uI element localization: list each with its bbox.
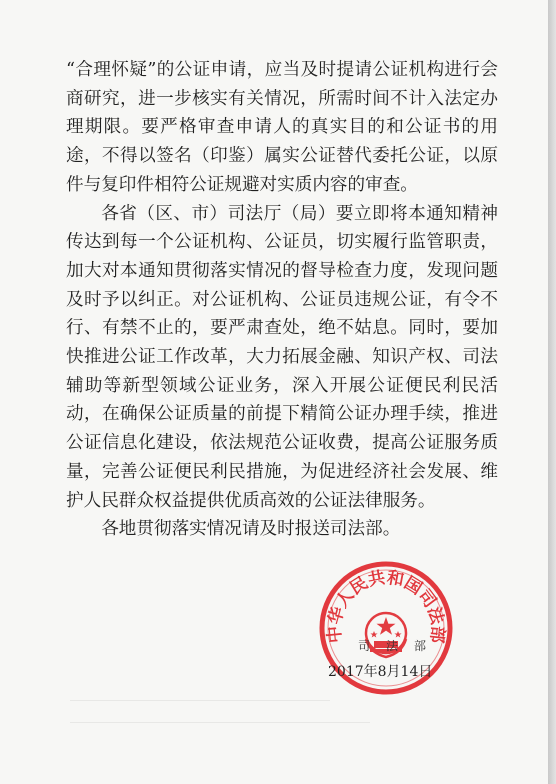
bleed-through-line bbox=[70, 700, 330, 701]
document-date: 2017年8月14日 bbox=[328, 664, 433, 680]
bleed-through-line bbox=[70, 722, 370, 723]
paragraph-continuation: “合理怀疑”的公证申请，应当及时提请公证机构进行会商研究，进一步核实有关情况，所需时间不计入法定办理期限。要严格审查申请人的真实目的和公证书的用途，不得以签名（印鉴）属实公证替代委托公证，以原件与复印件相符公证规避对实质内容的审查。 bbox=[66, 60, 498, 195]
seal-text: 中华人民共和国司法部 bbox=[324, 567, 448, 644]
paragraph-notice-requirements: 各省（区、市）司法厅（局）要立即将本通知精神传达到每一个公证机构、公证员，切实履行监管职责，加大对本通知贯彻落实情况的督导检查力度，发现问题及时予以纠正。对公证机构、公证员违规公证，有令不行、有禁不止的，要严肃查处，绝不姑息。同时，要加快推进公证工作改革，大力拓展金融、知识产权、司法辅助等新型领域公证业务，深入开展公证便民利民活动，在确保公证质量的前提下精简公证办理手续，推进公证信息化建设，依法规范公证收费，提高公证服务质量，完善公证便民利民措施，为促进经济社会发展、维护人民群众权益提供优质高效的公证法律服务。 bbox=[66, 203, 498, 511]
signer-name: 司法部 bbox=[358, 639, 443, 653]
page-edge bbox=[548, 0, 556, 784]
paragraph-report-request: 各地贯彻落实情况请及时报送司法部。 bbox=[101, 519, 401, 540]
document-body bbox=[66, 56, 498, 544]
